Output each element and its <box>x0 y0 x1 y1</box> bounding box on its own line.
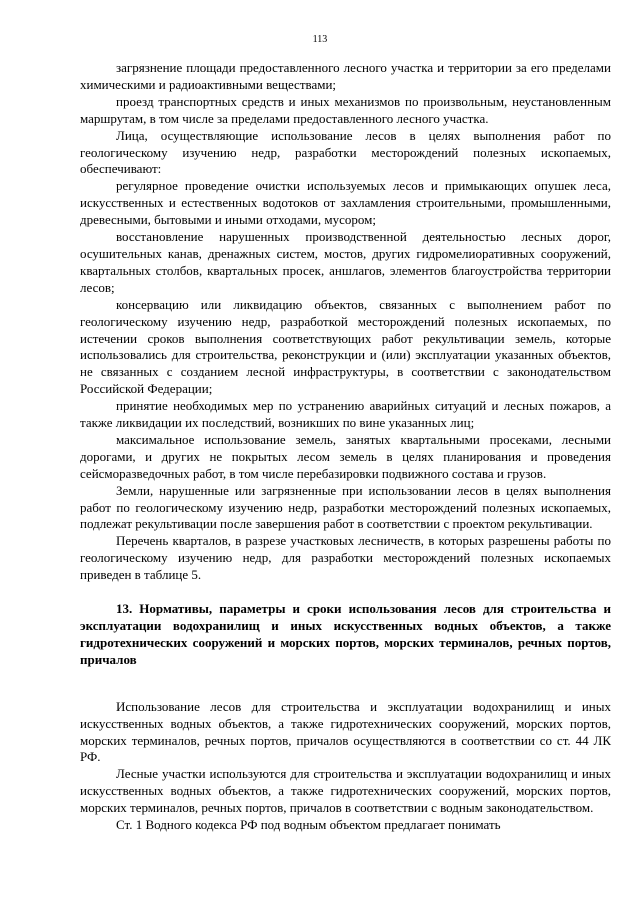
paragraph: Использование лесов для строительства и эксплуатации водохранилищ и иных искусственных водных объектов, а также гидротехнических сооружений, морских портов, морских терминалов, речных портов, причалов осуществляются в соответствии со ст. 44 ЛК РФ. <box>80 698 611 765</box>
paragraph: проезд транспортных средств и иных механизмов по произвольным, неустановленным маршрутам, в том числе за пределами предоставленного лесного участка. <box>80 93 611 126</box>
document-body <box>80 60 611 834</box>
paragraph: Земли, нарушенные или загрязненные при использовании лесов в целях выполнения работ по геологическому изучению недр, разработки месторождений полезных ископаемых, подлежат рекультивации после завершения работ в соответствии с проектом рекультивации. <box>80 482 611 532</box>
page-number: 113 <box>312 34 328 45</box>
paragraph: Лесные участки используются для строительства и эксплуатации водохранилищ и иных искусственных водных объектов, а также гидротехнических сооружений, морских портов, морских терминалов, речных портов, причалов в соответствии с водным законодательством. <box>80 766 611 816</box>
paragraph: принятие необходимых мер по устранению аварийных ситуаций и лесных пожаров, а также ликвидации их последствий, возникших по вине указанных лиц; <box>80 398 611 431</box>
section-heading: 13. Нормативы, параметры и сроки использования лесов для строительства и эксплуатации водохранилищ и иных искусственных водных объектов, а также гидротехнических сооружений и морских портов, морских терминалов, речных портов, причалов <box>80 601 611 667</box>
paragraph: Перечень кварталов, в разрезе участковых лесничеств, в которых разрешены работы по геологическому изучению недр, для разработки месторождений полезных ископаемых приведен в таблице 5. <box>80 533 611 583</box>
paragraph: регулярное проведение очистки используемых лесов и примыкающих опушек леса, искусственных и естественных водотоков от захламления строительными, промышленными, древесными, бытовыми и иными отходами, мусором; <box>80 178 611 228</box>
paragraph: восстановление нарушенных производственной деятельностью лесных дорог, осушительных канав, дренажных систем, мостов, других гидромелиоративных сооружений, квартальных столбов, квартальных просек, аншлагов, элементов благоустройства территории лесов; <box>80 229 611 295</box>
paragraph: загрязнение площади предоставленного лесного участка и территории за его пределами химическими и радиоактивными веществами; <box>80 60 611 92</box>
paragraph: консервацию или ликвидацию объектов, связанных с выполнением работ по геологическому изучению недр, разработкой месторождений полезных ископаемых, по истечении сроков выполнения соответствующих работ рекультивации земель, которые использовались для строительства, реконструкции и (или) эксплуатации указанных объектов, не связанных с созданием лесной инфраструктуры, в соответствии с законодательством Российской Федерации; <box>80 296 611 397</box>
paragraph: максимальное использование земель, занятых квартальными просеками, лесными дорогами, и других не покрытых лесом земель в целях планирования и проведения сейсморазведочных работ, в том числе перебазировки подвижного состава и грузов. <box>80 431 611 481</box>
paragraph: Ст. 1 Водного кодекса РФ под водным объектом предлагает понимать <box>116 817 501 833</box>
paragraph: Лица, осуществляющие использование лесов в целях выполнения работ по геологическому изучению недр, разработки месторождений полезных ископаемых, обеспечивают: <box>80 127 611 177</box>
